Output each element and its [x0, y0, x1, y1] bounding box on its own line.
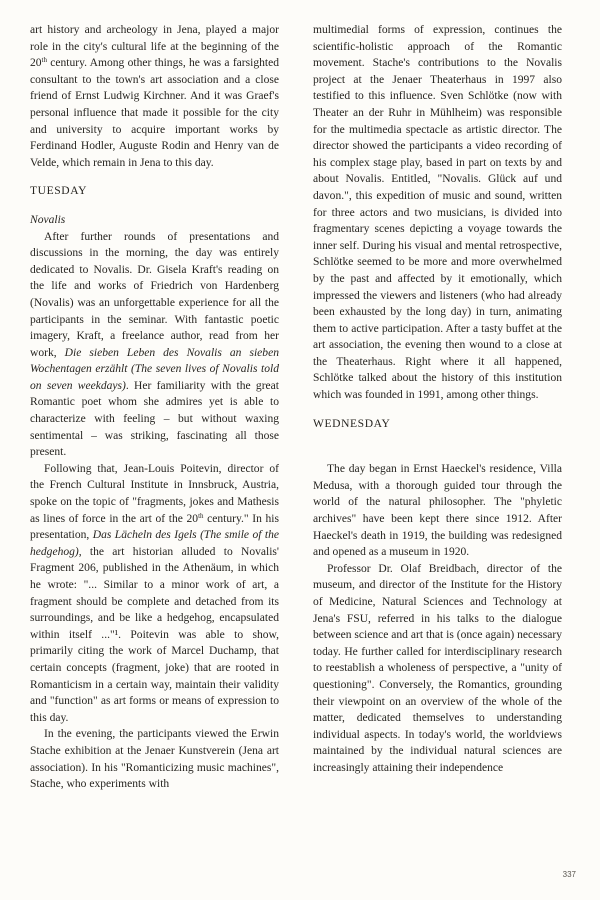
- paragraph-kraft: [30, 229, 279, 461]
- paragraph-kraft-text-a: After further rounds of presentations and discussions in the morning, the day was entirely dedicated to Novalis. Dr. Gisela Kraft's reading on the life and works of Friedrich von Hardenberg (Novalis) was an unforgettable experience for all the participants in the seminar. With fantastic poetic imagery, Kraft, a freelance author, read from her work,: [30, 230, 279, 359]
- section-heading-tuesday: TUESDAY: [30, 185, 88, 198]
- paragraph-poitevin-text-a: Following that, Jean-Louis Poitevin, director of the French Cultural Institute in Innsbruck, Austria, spoke on the topic of "fragments, jokes and Mathesis as lines of force in the art of the 20th century." In his presentation,: [30, 462, 280, 542]
- spacer: [313, 444, 562, 461]
- subheading-novalis: Novalis: [30, 213, 66, 226]
- paragraph-graef: art history and archeology in Jena, played a major role in the city's cultural life at the beginning of the 20th century. Among other things, he was a farsighted consultant to the town's art association and a close friend of Ernst Ludwig Kirchner. And it was Graef's personal influence that made it possible for the city and university to acquire important works by Ferdinand Hodler, Auguste Rodin and Henry van de Velde, which remain in Jena to this day.: [30, 24, 279, 169]
- work-title-kraft: Die sieben Leben des Novalis an sieben Wochentagen erzählt (The seven lives of Novalis told on seven weekdays): [30, 346, 279, 392]
- paragraph-evening: In the evening, the participants viewed the Erwin Stache exhibition at the Jenaer Kunstverein (Jena art association). In his "Romanticizing music machines", Stache, who experiments with: [30, 728, 279, 791]
- work-title-poitevin: Das Lächeln des Igels (The smile of the hedgehog): [30, 529, 279, 558]
- ordinal-suffix: th: [41, 56, 47, 65]
- ordinal-suffix: th: [198, 511, 204, 520]
- paragraph-haeckel: The day began in Ernst Haeckel's residence, Villa Medusa, with a thorough guided tour through the world of the natural philosopher. The "phyletic archives" have been kept there since 1912. After Haeckel's death in 1919, the building was redesigned and opened as a museum in 1920.: [313, 463, 562, 559]
- section-heading-wednesday: WEDNESDAY: [313, 417, 391, 430]
- paragraph-kraft-text-b: . Her familiarity with the great Romantic poet whom she admires yet is able to characterize with feeling – but without waxing sentimental – was striking, fascinating all those present.: [30, 379, 279, 459]
- left-column: [30, 22, 279, 793]
- paragraph-poitevin-text-b: , the art historian alluded to Novalis' Fragment 206, published in the Athenäum, in which he wrote: "... Similar to a minor work of art, a fragment should be complete and detached from its surroundings, and be like a hedgehog, encapsulated within itself ..."¹. Poitevin was able to show, primarily citing the work of Marcel Duchamp, that certain concepts (fragment, joke) that are rooted in Romanticism in a certain way, maintain their validity and "function" as art forms or means of expression to this day.: [30, 545, 279, 724]
- paragraph-stache: multimedial forms of expression, continues the scientific-holistic approach of the Romantic movement. Stache's contributions to the Novalis project at the Jenaer Theaterhaus in 1997 also testified to this influence. Sven Schlötke (now with Theater an der Ruhr in Mühlheim) was responsible for the multimedia spectacle as artistic director. The director showed the participants a video recording of his complex stage play, based in part on texts by and about Novalis. Entitled, "Novalis. Glück auf und davon.", this expedition of music and sound, written for three actors and two musicians, is divided into fragmentary scenes depicting a voyage towards the inner self. During his visual and mental retrospective, Schlötke seemed to be more and more overwhelmed by the past and affected by it emotionally, which impressed the viewers and listeners (who had already been exhausted by the long day) in turn, animating them to active participation. After a tasty buffet at the art association, the evening then wound to a close at the Theaterhaus. Right where it all happened, Schlötke talked about the history of this institution which was founded in 1991, among other things.: [313, 24, 562, 402]
- right-column: [313, 22, 562, 777]
- paragraph-breidbach: Professor Dr. Olaf Breidbach, director of the museum, and director of the Institute for the History of Medicine, Natural Sciences and Technology at Jena's FSU, referred in his talks to the dialogue between science and art that is (once again) necessary today. He further called for interdisciplinary research to reestablish a wholeness of perspective, a "unity of questioning". Conversely, the Romantics, grounding their viewpoint on an overview of the whole of the matter, dedicated themselves to understanding individual aspects. In today's world, the worldviews maintained by the individual natural sciences are increasingly attaining their independence: [313, 562, 562, 774]
- paragraph-poitevin: [30, 461, 279, 727]
- page-number: 337: [562, 870, 576, 879]
